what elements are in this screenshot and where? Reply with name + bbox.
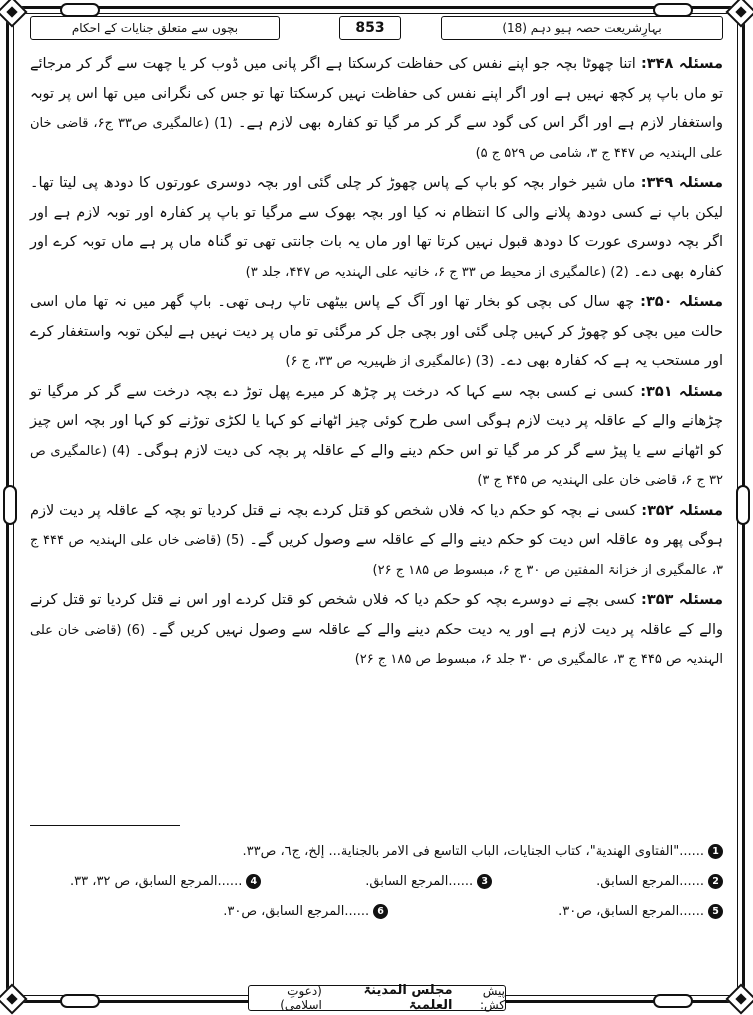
chapter-title: بچوں سے متعلق جنایات کے احکام xyxy=(30,16,280,40)
page-footer xyxy=(248,985,506,1011)
footnote-text: ......المرجع السابق، ص ٣٢، ٣٣. xyxy=(70,873,243,889)
masala-heading: مسئلہ ۳۵۲: xyxy=(641,502,723,519)
page-number: 853 xyxy=(339,16,401,40)
footnote-2 xyxy=(596,874,723,889)
masala-352 xyxy=(30,497,723,586)
masala-reference: (5) (قاضی خاں علی الہندیہ ص ۴۴۴ ج ۳، عالمگیری از خزانۃ المفتین ص ۳۰ ج ۶، مبسوط ص ۱۸۵ ج ۲۶) xyxy=(30,533,723,578)
main-text xyxy=(30,50,723,676)
book-title: بہارِشریعت حصہ ہیو دہم (18) xyxy=(441,16,723,40)
footnote-number-badge: 3 xyxy=(477,874,492,889)
masala-text: اتنا چھوٹا بچہ جو اپنے نفس کی حفاظت کرسکتا ہے اگر پانی میں ڈوب کر یا چھت سے گر کر مرجائے تو ماں باپ پر کچھ نہیں ہے اور اگر اپنے نفس کی حفاظت نہیں کرسکتا تھا تو جس کی نگرانی میں تھا اس پر توبہ واستغفار لازم ہے اور اگر اس کی گود سے گر کر مر گیا تو کفارہ بھی لازم ہے۔ xyxy=(30,56,724,131)
masala-heading: مسئلہ ۳۴۹: xyxy=(640,175,723,191)
masala-text: ماں شیر خوار بچہ کو باپ کے پاس چھوڑ کر چلی گئی اور بچہ دوسری عورتوں کا دودھ پی لیتا تھا۔لیکن باپ نے کسی دودھ پلانے والی کا انتظام نہ کیا اور بچہ بھوک سے مرگیا تو باپ پر کفارہ اور توبہ لازم ہے اور اگر بچہ دوسری عورت کا دودھ قبول نہیں کرتا تھا اور ماں یہ بات جانتی تھی تو گناہ ماں پر ہے ماں توبہ کرے اور کفارہ بھی دے۔ xyxy=(30,175,723,280)
footnote-number-badge: 1 xyxy=(708,844,723,859)
masala-348 xyxy=(30,50,723,168)
footer-label: پیش کش: xyxy=(479,984,505,1012)
bottom-ornament-right xyxy=(653,994,693,1008)
footnote-6 xyxy=(223,904,388,919)
masala-text: کسی بچے نے دوسرے بچہ کو حکم دیا کہ فلاں شخص کو قتل کردے اور اس نے قتل کردیا تو قتل کرنے والے کے عاقلہ پر دیت لازم ہے اور یہ دیت حکم دینے والے کے عاقلہ سے وصول نہیں کریں گے۔ xyxy=(30,592,724,638)
publisher-suborg: (دعوتِ اسلامی) xyxy=(280,984,322,1012)
masala-text: کسی نے کسی بچہ سے کہا کہ درخت پر چڑھ کر میرے پھل توڑ دے بچہ درخت سے گر کر مرگیا تو چڑھانے والے کے عاقلہ پر دیت لازم ہوگی اسی طرح کوئی چیز اٹھانے کو کہا یا لکڑی توڑنے کو کہا اور بچہ اس چیز کو اٹھانے سے یا پیڑ سے گر کر مر گیا تو اس حکم دینے والے کے عاقلہ پر بچہ کی دیت لازم ہوگی۔ xyxy=(30,383,724,459)
masala-reference: (4) (عالمگیری ص ۳۲ ج ۶، قاضی خان علی الہندیہ ص ۴۴۵ ج ۳) xyxy=(30,443,723,488)
masala-reference: (6) (قاضی خان علی الہندیہ ص ۴۴۵ ج ۳، عالمگیری ص ۳۰ جلد ۶، مبسوط ص ۱۸۵ ج ۲۶) xyxy=(30,622,723,667)
masala-349 xyxy=(30,169,723,287)
footnote-row xyxy=(30,866,723,896)
footnote-number-badge: 6 xyxy=(373,904,388,919)
footnote-3 xyxy=(365,874,492,889)
publisher-name: مجلس المدینۃ العلمیۃ xyxy=(363,983,453,1013)
masala-heading: مسئلہ ۳۴۸: xyxy=(640,56,723,72)
side-ornament-left xyxy=(3,485,17,525)
footnote-text: ......المرجع السابق. xyxy=(596,873,704,889)
top-ornament-right xyxy=(653,3,693,17)
masala-351 xyxy=(30,378,723,496)
masala-text: چھ سال کی بچی کو بخار تھا اور آگ کے پاس بیٹھی تاپ رہی تھی۔ باپ گھر میں نہ تھا ماں اسی حالت میں بچی کو چھوڑ کر کہیں چلی گئی اور بچی جل کر مرگئی تو ماں پر دیت نہیں ہے لیکن توبہ واستغفار کرے اور مستحب یہ ہے کہ کفارہ بھی دے۔ xyxy=(30,294,723,369)
footnotes xyxy=(30,836,723,926)
footnote-text: ......المرجع السابق. xyxy=(365,873,474,889)
footnote-text: ......المرجع السابق، ص٣٠. xyxy=(223,903,370,919)
masala-reference: (2) (عالمگیری از محیط ص ۳۳ ج ۶، خانیہ علی الہندیہ ص ۴۴۷، جلد ۳) xyxy=(245,264,629,280)
footnote-4 xyxy=(70,874,261,889)
footnote-1 xyxy=(243,844,724,859)
footnote-text: ......المرجع السابق، ص٣٠. xyxy=(558,903,704,919)
masala-text: کسی نے بچہ کو حکم دیا کہ فلاں شخص کو قتل کردے بچہ نے قتل کردیا تو بچہ کے عاقلہ پر دیت لازم ہوگی پھر وہ عاقلہ اس دیت کو حکم دینے والے کے عاقلہ سے وصول کریں گے۔ xyxy=(30,502,724,548)
footnote-text: ......"الفتاوی الھندیة"، کتاب الجنایات، الباب التاسع فی الامر بالجنایة... إلخ، ج٦، ص٣٣. xyxy=(242,843,704,859)
footnote-number-badge: 2 xyxy=(708,874,723,889)
page-header xyxy=(30,16,723,42)
top-ornament-left xyxy=(60,3,100,17)
masala-reference: (3) (عالمگیری از ظہیریہ ص ۳۳، ج ۶) xyxy=(285,354,495,369)
footnote-number-badge: 4 xyxy=(246,874,261,889)
footnote-divider xyxy=(30,825,180,826)
masala-heading: مسئلہ ۳۵۳: xyxy=(641,592,723,608)
masala-heading: مسئلہ ۳۵۱: xyxy=(640,383,723,400)
footnote-row xyxy=(30,836,723,866)
footnote-number-badge: 5 xyxy=(708,904,723,919)
masala-350 xyxy=(30,288,723,377)
masala-heading: مسئلہ ۳۵۰: xyxy=(640,294,723,310)
footnote-5 xyxy=(558,904,723,919)
bottom-ornament-left xyxy=(60,994,100,1008)
masala-reference: (1) (عالمگیری ص۳۳ ج۶، قاضی خان علی الہندیہ ص ۴۴۷ ج ۳، شامی ص ۵۲۹ ج ۵) xyxy=(30,116,723,161)
side-ornament-right xyxy=(736,485,750,525)
footnote-row xyxy=(30,896,723,926)
masala-353 xyxy=(30,586,723,675)
